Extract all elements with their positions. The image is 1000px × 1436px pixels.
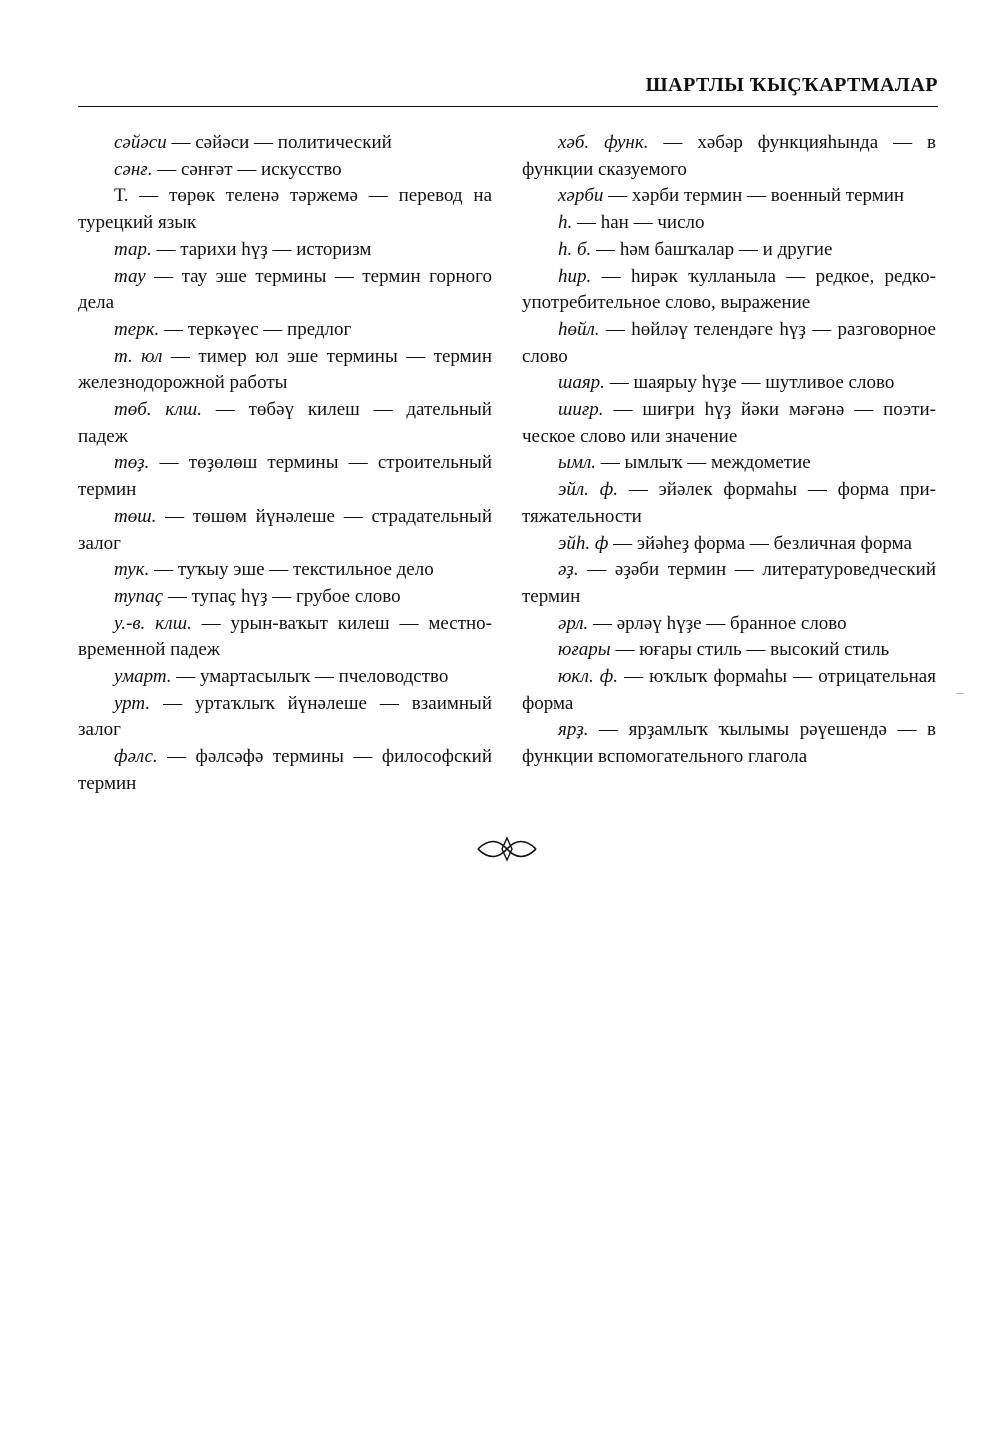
abbreviation-definition: — сәйәси — политический [166, 132, 392, 153]
abbreviation-term: һөйл. [558, 318, 600, 340]
abbreviation-definition: — һирәк ҡулланыла — редкое, редкоупотребительное слово, выражение [522, 265, 936, 314]
abbreviation-list-left [78, 130, 492, 798]
abbreviation-term: эйһ. ф [558, 532, 609, 554]
abbreviation-definition: — урын-ваҡыт килеш — местновременной падеж [78, 612, 492, 661]
abbreviation-entry [78, 237, 492, 264]
abbreviation-entry [522, 717, 936, 770]
abbreviation-term: юкл. ф. [558, 666, 619, 688]
abbreviation-entry [78, 183, 492, 236]
abbreviation-definition: — юғары стиль — высокий стиль [610, 639, 890, 661]
abbreviation-term: юғары [558, 639, 611, 661]
abbreviation-term: әҙ. [558, 559, 579, 581]
abbreviation-definition: — ымлыҡ — междометие [596, 452, 811, 474]
abbreviation-term: сәнғ. [114, 158, 153, 180]
abbreviation-definition: — фәлсәфә термины — философский термин [78, 746, 492, 794]
abbreviation-entry [78, 744, 492, 797]
abbreviation-term: шаяр. [558, 372, 605, 394]
abbreviation-term: хәб. функ. [558, 132, 649, 153]
abbreviation-entry [78, 611, 492, 664]
abbreviation-entry [522, 370, 936, 397]
abbreviation-entry [522, 130, 936, 183]
abbreviation-entry [78, 584, 492, 611]
abbreviation-term: урт. [114, 692, 151, 714]
abbreviation-definition: — умартасылыҡ — пчеловодство [171, 666, 449, 688]
abbreviation-term: тупаҫ [114, 585, 164, 607]
abbreviation-entry [522, 611, 936, 638]
abbreviation-entry [522, 183, 936, 210]
abbreviation-definition: — эйәлек формаһы — форма притяжательности [522, 479, 936, 527]
abbreviation-term: ярҙ. [558, 719, 589, 741]
abbreviation-term: һ. [558, 212, 573, 234]
abbreviation-entry [522, 264, 936, 317]
running-header: ШАРТЛЫ ҠЫҪҠАРТМАЛАР [645, 74, 938, 96]
abbreviation-entry [78, 450, 492, 503]
abbreviation-definition: — туҡыу эше — текстильное дело [149, 559, 434, 581]
abbreviation-entry [78, 664, 492, 691]
abbreviation-entry [522, 237, 936, 264]
abbreviation-definition: — хәрби термин — военный термин [603, 185, 905, 207]
abbreviation-list-right [522, 130, 936, 771]
abbreviation-definition: — шиғри һүҙ йәки мәғәнә — поэтическое слово или значение [522, 399, 936, 447]
abbreviation-entry [78, 157, 492, 184]
abbreviation-definition: — эйәһеҙ форма — безличная форма [608, 532, 912, 554]
abbreviation-term: төҙ. [114, 452, 150, 474]
abbreviation-entry [78, 344, 492, 397]
abbreviation-entry [78, 557, 492, 584]
abbreviation-term: ымл. [558, 452, 597, 474]
abbreviation-definition: — уртаҡлыҡ йүнәлеше — взаимный залог [78, 692, 492, 741]
abbreviation-term: әрл. [558, 612, 589, 634]
abbreviation-entry [78, 130, 492, 157]
abbreviation-definition: Т. — төрөк теленә тәржемә — перевод на турецкий язык [78, 185, 492, 234]
abbreviation-term: хәрби [558, 185, 604, 207]
abbreviation-entry [522, 477, 936, 530]
abbreviation-entry [522, 397, 936, 450]
abbreviation-entry [522, 450, 936, 477]
abbreviation-entry [78, 317, 492, 344]
abbreviation-entry [78, 504, 492, 557]
abbreviation-entry [522, 210, 936, 237]
abbreviation-term: эйл. ф. [558, 479, 618, 501]
abbreviation-definition: — һәм башҡалар — и другие [591, 238, 833, 260]
abbreviation-term: терк. [114, 318, 160, 340]
abbreviation-definition: — әрләү һүҙе — бранное слово [588, 612, 847, 634]
abbreviation-entry [78, 691, 492, 744]
abbreviation-term: һир. [558, 265, 592, 287]
abbreviation-definition: — теркәүес — предлог [159, 318, 352, 340]
abbreviation-entry [522, 664, 936, 717]
header-rule [78, 106, 938, 107]
abbreviation-term: төш. [114, 505, 157, 527]
abbreviation-entry [522, 317, 936, 370]
abbreviation-term: төб. клш. [114, 399, 202, 421]
abbreviation-term: тук. [114, 559, 150, 581]
abbreviation-entry [78, 264, 492, 317]
abbreviation-term: умарт. [114, 666, 172, 688]
abbreviation-definition: — шаярыу һүҙе — шутливое слово [604, 372, 895, 394]
abbreviation-term: һ. б. [558, 238, 592, 260]
abbreviation-definition: — тарихи һүҙ — историзм [151, 238, 372, 260]
abbreviation-definition: — тимер юл эше термины — термин железнодорожной работы [78, 345, 492, 394]
abbreviation-definition: — юҡлыҡ формаһы — отрицательная форма [522, 666, 936, 714]
abbreviation-entry [522, 531, 936, 558]
abbreviation-definition: — тупаҫ һүҙ — грубое слово [163, 585, 401, 607]
abbreviation-term: фәлс. [114, 746, 158, 768]
abbreviation-term: шиғр. [558, 399, 604, 421]
abbreviation-entry [522, 557, 936, 610]
abbreviation-entry [522, 637, 936, 664]
abbreviation-definition: — төшөм йүнәлеше — страдательный залог [78, 505, 492, 554]
abbreviation-term: тар. [114, 238, 152, 260]
abbreviation-term: у.-в. клш. [114, 612, 192, 634]
abbreviation-definition: — хәбәр функцияһында — в функции сказуемого [522, 132, 936, 180]
abbreviation-term: тау [114, 265, 146, 287]
abbreviation-definition: — сәнғәт — искусство [152, 158, 342, 180]
decorative-ornament-icon [476, 834, 538, 864]
abbreviation-definition: — һан — число [572, 212, 705, 234]
abbreviation-term: сәйәси [114, 132, 167, 153]
abbreviation-definition: — тау эше термины — термин горного дела [78, 265, 492, 314]
abbreviation-entry [78, 397, 492, 450]
abbreviation-term: т. юл [114, 345, 163, 367]
abbreviation-definition: — ярҙамлыҡ ҡылымы рәүешендә — в функции вспомогательного глагола [522, 719, 936, 768]
abbreviation-definition: — төҙөлөш термины — строительный термин [78, 452, 492, 501]
scan-mark [956, 693, 964, 694]
abbreviation-definition: — төбәү килеш — дательный падеж [78, 399, 492, 447]
abbreviation-definition: — әҙәби термин — литературоведческий термин [522, 559, 936, 607]
abbreviation-definition: — һөйләү телендәге һүҙ — разговорное слово [522, 318, 936, 367]
